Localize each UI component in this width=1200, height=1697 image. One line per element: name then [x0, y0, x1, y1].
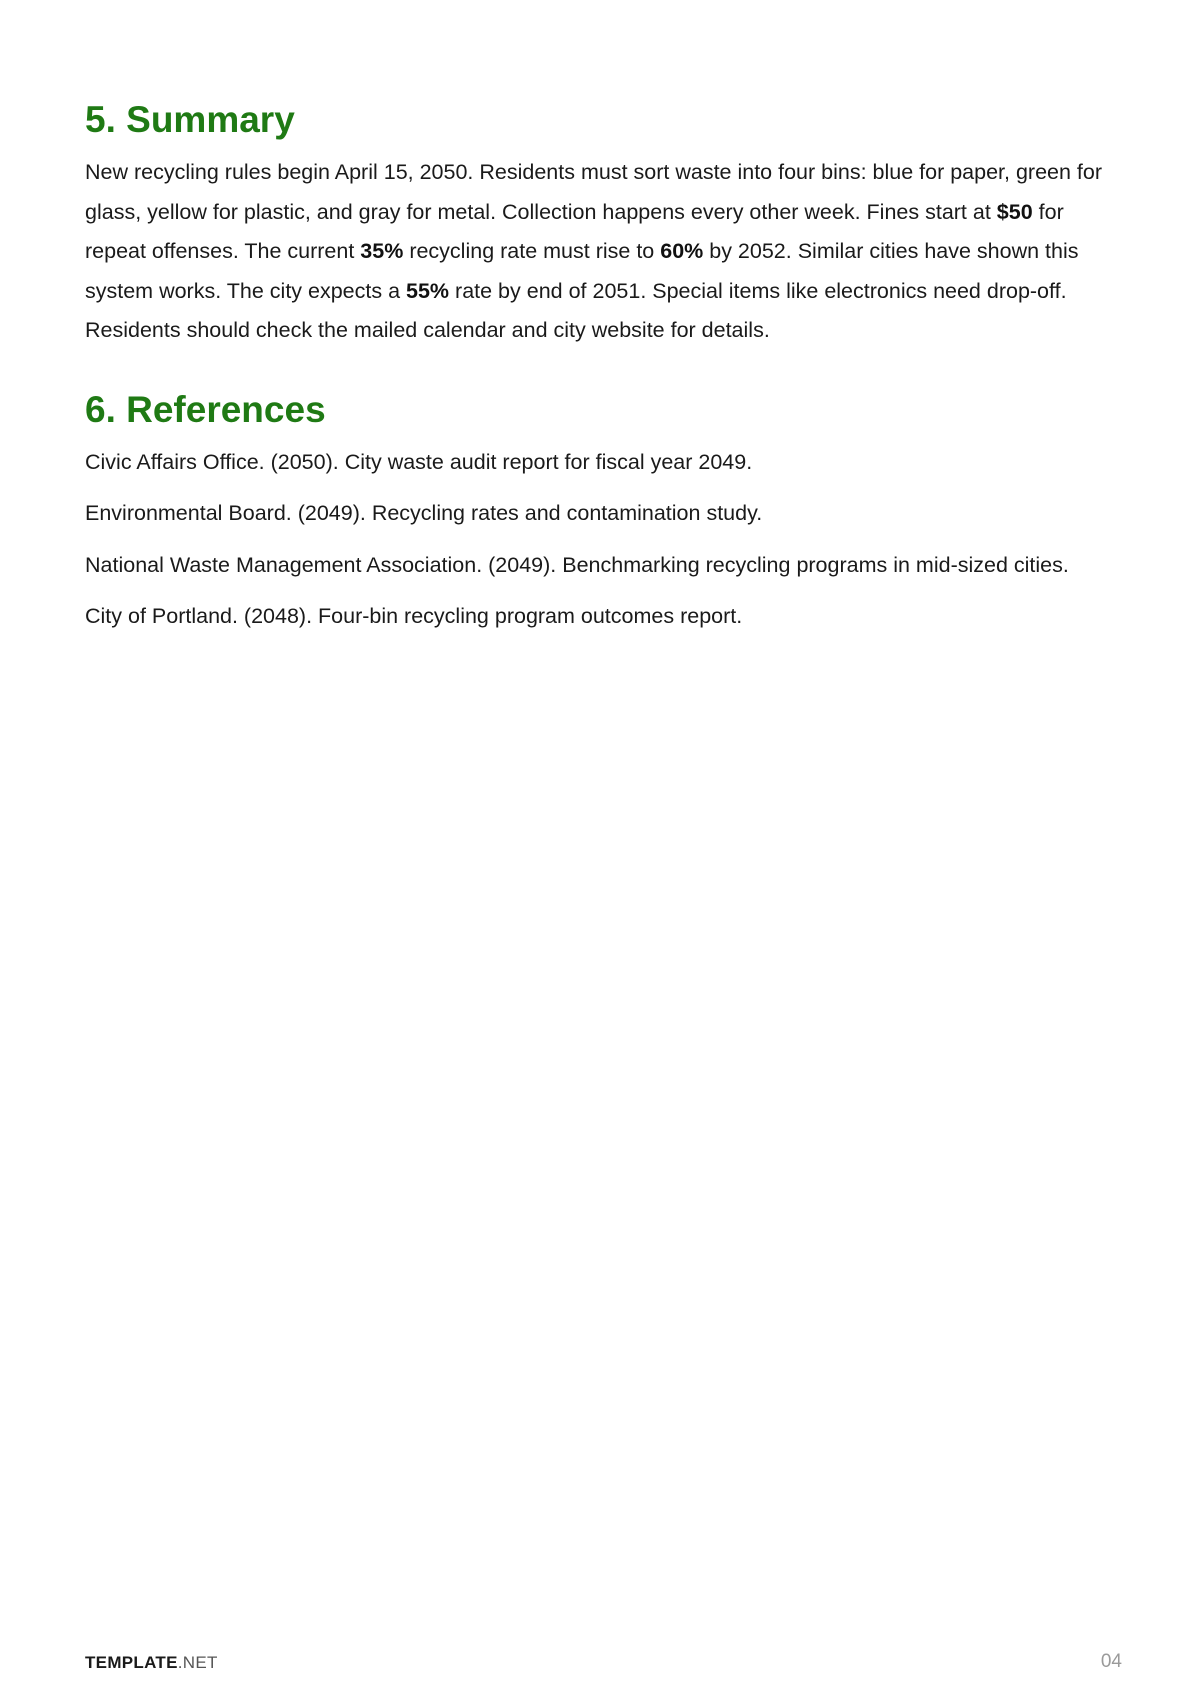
brand-suffix: .NET [177, 1653, 218, 1672]
reference-item: City of Portland. (2048). Four-bin recycling program outcomes report. [85, 604, 743, 628]
references-heading: 6. References [85, 388, 326, 430]
references-list [85, 443, 1115, 637]
document-page [85, 95, 1115, 649]
summary-text-segment: New recycling rules begin April 15, 2050. Residents must sort waste into four bins: blue for paper, green for glass, yellow for plastic, and gray for metal. Collection happens every other week. Fines start at [85, 160, 1103, 224]
summary-text-segment: rate by end of 2051. Special items like electronics need drop-off. Residents should check the mailed calendar and city website for details. [85, 278, 1067, 342]
page-number: 04 [1100, 1651, 1122, 1672]
expected-rate: 55% [406, 278, 450, 303]
summary-heading: 5. Summary [85, 99, 295, 140]
brand-name: TEMPLATE [85, 1653, 178, 1672]
reference-item: Civic Affairs Office. (2050). City waste audit report for fiscal year 2049. [85, 449, 753, 474]
target-rate: 60% [660, 239, 704, 263]
reference-item: National Waste Management Association. (2049). Benchmarking recycling programs in mid-sized cities. [85, 552, 1069, 577]
summary-text-segment: by 2052. Similar cities have shown this system works. The city expects a [85, 239, 1079, 303]
summary-text-segment: for repeat offenses. The current [85, 199, 1064, 263]
summary-text-segment: recycling rate must rise to [403, 239, 661, 263]
fine-amount: $50 [996, 199, 1033, 224]
summary-paragraph [85, 153, 1115, 351]
footer-brand-logo [85, 1653, 218, 1673]
reference-item: Environmental Board. (2049). Recycling rates and contamination study. [85, 501, 763, 525]
current-rate: 35% [360, 239, 404, 263]
